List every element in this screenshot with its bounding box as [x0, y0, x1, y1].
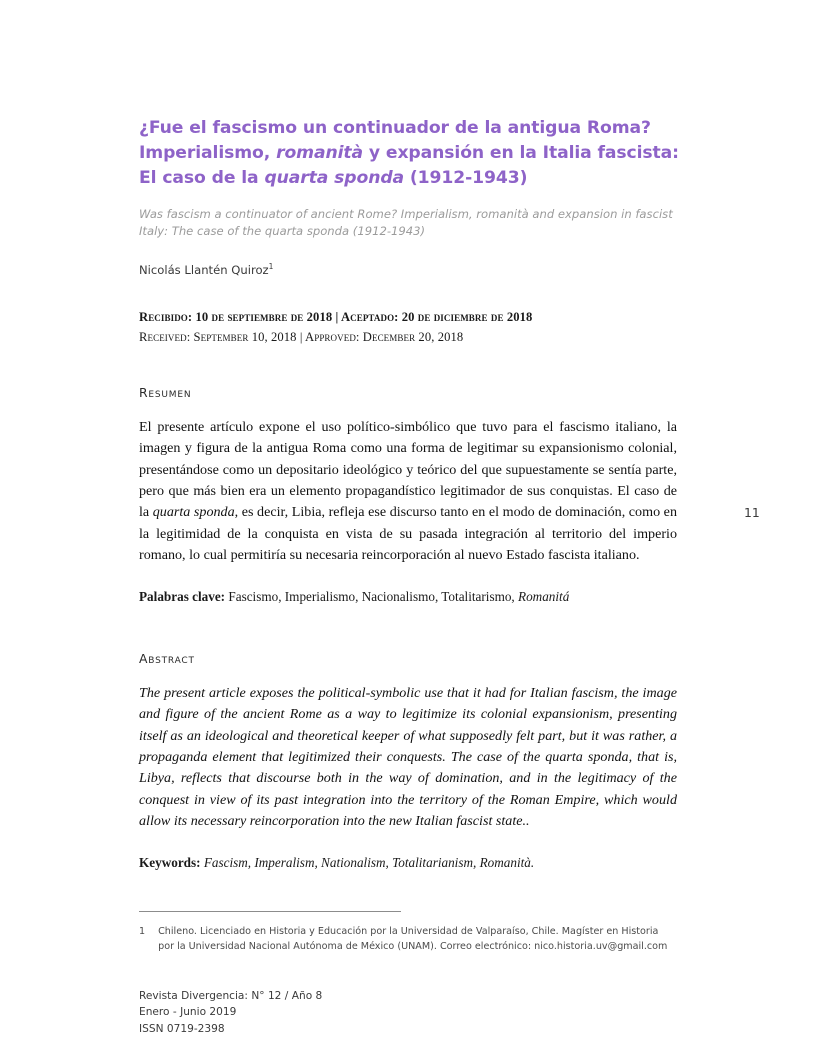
footnote-text: Chileno. Licenciado en Historia y Educación por la Universidad de Valparaíso, Chile. Magíster en Historia por la Universidad Nacional Autónoma de México (UNAM). Correo electrónico: nico.historia.uv@gmail.com [158, 925, 668, 953]
publication-dates [139, 307, 679, 347]
author-line [139, 262, 679, 277]
author-name: Nicolás Llantén Quiroz [139, 262, 269, 277]
journal-issue: Revista Divergencia: N° 12 / Año 8 [139, 989, 323, 1002]
resumen-body-italic: quarta sponda [152, 504, 235, 521]
footnote [139, 924, 669, 955]
title-line-3-italic: quarta sponda [264, 168, 405, 188]
received-value-es: 10 de septiembre de 2018 [192, 309, 336, 324]
dates-separator-en: | [299, 329, 306, 344]
accepted-label-es: Aceptado: [340, 309, 399, 324]
page-number: 11 [744, 505, 760, 520]
title-line-2-italic: romanità [276, 143, 364, 163]
received-value-en: September 10, 2018 [190, 329, 300, 344]
resumen-body [139, 417, 677, 567]
author-footnote-marker: 1 [268, 262, 274, 271]
abstract-keywords [139, 853, 679, 873]
received-label-en: Received: [139, 329, 191, 344]
resumen-heading: Resumen [139, 384, 192, 400]
title-line-2-part-a: Imperialismo, [139, 143, 277, 163]
resumen-keywords [139, 587, 679, 607]
resumen-keywords-value: Fascismo, Imperialismo, Nacionalismo, Totalitarismo, [225, 588, 519, 604]
title-block [139, 116, 679, 240]
abstract-keywords-value: Fascism, Imperalism, Nationalism, Totalitarianism, Romanità. [200, 854, 535, 870]
abstract-heading: Abstract [139, 650, 195, 666]
resumen-keywords-label: Palabras clave: [139, 588, 226, 604]
title-line-3-part-b: (1912-1943) [404, 168, 528, 188]
dates-spanish [139, 307, 679, 327]
title-line-2-part-b: y expansión en la Italia fascista: [363, 143, 679, 163]
journal-footer [139, 988, 679, 1037]
page-content [139, 0, 679, 1037]
abstract-body: The present article exposes the political-symbolic use that it had for Italian fascism, the image and figure of the ancient Rome as a way to legitimize its colonial expansionism, presenting itself as an ideological and theoretical keeper of what supposedly felt part, but it was rather, a propaganda element that legitimized their conquests. The case of the quarta sponda, that is, Libya, reflects that discourse both in the way of domination, and in the legitimacy of the conquest in view of its past integration into the territory of the Roman Empire, which would allow its necessary reincorporation into the new Italian fascist state.. [139, 684, 677, 830]
footnote-divider [139, 911, 401, 912]
approved-label-en: Approved: [305, 329, 360, 344]
dates-english [139, 327, 679, 347]
abstract-keywords-label: Keywords: [139, 854, 201, 870]
approved-value-en: December 20, 2018 [359, 329, 464, 344]
title-line-1: ¿Fue el fascismo un continuador de la antigua Roma? [139, 118, 651, 138]
resumen-body-part-1: El presente artículo expone el uso político-simbólico que tuvo para el fascismo italiano, la imagen y figura de la antigua Roma como una forma de legitimar su expansionismo colonial, presentándose como un depositario ideológico y teórico del que supuestamente se sentía parte, pero que más bien era un elemento propagandístico legitimador de sus conquistas. El caso de la [139, 418, 677, 521]
title-line-3-part-a: El caso de la [139, 168, 265, 188]
journal-issn: ISSN 0719-2398 [139, 1022, 225, 1035]
received-label-es: Recibido: [139, 309, 193, 324]
page-title [139, 116, 679, 191]
accepted-value-es: 20 de diciembre de 2018 [398, 309, 533, 324]
dates-separator-es: | [335, 309, 341, 324]
resumen-keywords-italic: Romanitá [518, 588, 570, 604]
footnote-number: 1 [139, 925, 146, 937]
resumen-body-part-2: , es decir, Libia, refleja ese discurso tanto en el modo de dominación, como en la legitimidad de la conquista en vista de su pasada integración al territorio del imperio romano, lo cual permitiría su necesaria reincorporación al nuevo Estado fascista italiano. [139, 504, 677, 564]
translated-title: Was fascism a continuator of ancient Rome? Imperialism, romanità and expansion in fascist Italy: The case of the quarta sponda (1912-1943) [139, 207, 673, 238]
journal-period: Enero - Junio 2019 [139, 1006, 237, 1019]
